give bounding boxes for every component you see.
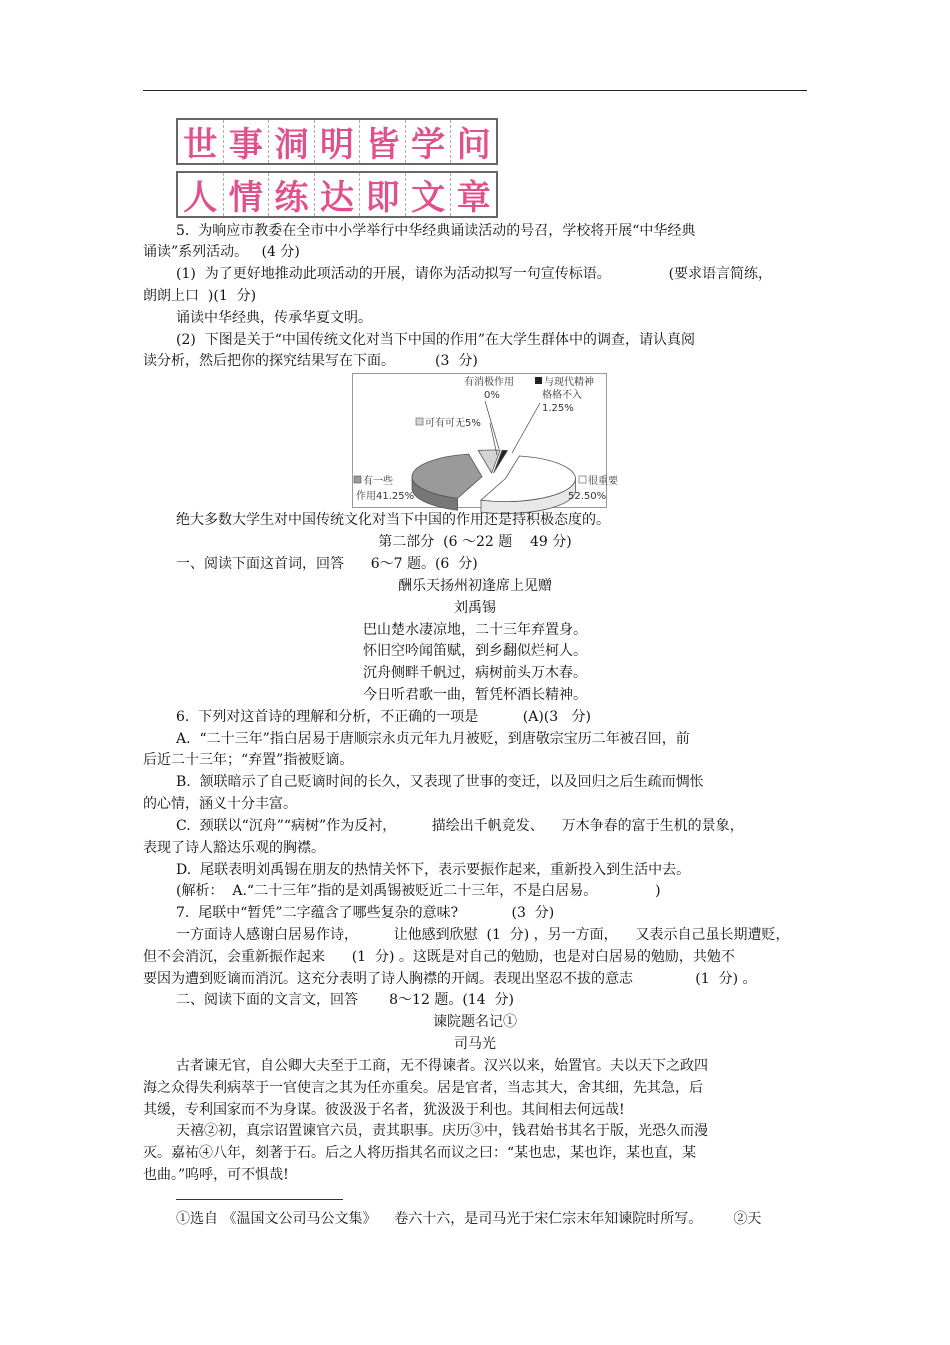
legend-swatch-dispensable bbox=[416, 418, 423, 425]
essay-paragraph-cont: 也曲。”呜呼，可不惧哉! bbox=[143, 1167, 289, 1183]
essay-paragraph-cont: 其缓，专利国家而不为身谋。彼汲汲于名者，犹汲汲于利也。其间相去何远哉! bbox=[143, 1102, 625, 1118]
essay-author: 司马光 bbox=[454, 1036, 496, 1052]
calligraphy-row-1 bbox=[176, 118, 498, 165]
footnote: ①选自 《温国文公司马公文集》 卷六十六，是司马光于宋仁宗末年知谏院时所写。 ②天 bbox=[176, 1211, 762, 1227]
q6-analysis: (解析： A.“二十三年”指的是刘禹锡被贬近二十三年，不是白居易。 ) bbox=[176, 883, 661, 899]
label-conflict-pct: 1.25% bbox=[542, 403, 574, 414]
essay-paragraph-cont: 灭。嘉祐④八年，刻著于石。后之人将历指其名而议之曰：“某也忠，某也诈，某也直，某 bbox=[143, 1145, 697, 1161]
callig-char: 世 bbox=[178, 120, 224, 163]
poem-author: 刘禹锡 bbox=[454, 600, 496, 616]
legend-swatch-conflict bbox=[535, 377, 542, 384]
callig-char: 事 bbox=[224, 120, 270, 163]
q7-answer-cont: 要因为遭到贬谪而消沉。这充分表明了诗人胸襟的开阔。表现出坚忍不拔的意志 (1 分) 。 bbox=[143, 971, 757, 987]
essay-title: 谏院题名记① bbox=[433, 1014, 517, 1030]
callig-char: 章 bbox=[456, 178, 491, 218]
q6-option-b-cont: 的心情，涵义十分丰富。 bbox=[143, 796, 297, 812]
q6-option-b: B. 颔联暗示了自己贬谪时间的长久，又表现了世事的变迁，以及回归之后生疏而惆怅 bbox=[176, 774, 704, 790]
label-negative: 有消极作用 bbox=[464, 377, 514, 388]
calligraphy-row-2 bbox=[176, 171, 498, 218]
callig-char: 情 bbox=[224, 173, 270, 216]
section1-heading: 一、阅读下面这首词，回答 6～7 题。(6 分) bbox=[176, 556, 478, 572]
q6-stem: 6. 下列对这首诗的理解和分析，不正确的一项是 (A)(3 分) bbox=[176, 709, 591, 725]
label-very-pct: 52.50% bbox=[568, 491, 607, 502]
q7-answer: 一方面诗人感谢白居易作诗， 让他感到欣慰 (1 分) ，另一方面， 又表示自己虽长期遭贬， bbox=[176, 927, 790, 943]
essay-paragraph: 天禧②初，真宗诏置谏官六员，责其职事。庆历③中，钱君始书其名于版，光恐久而漫 bbox=[176, 1123, 708, 1139]
q6-option-c: C. 颈联以“沉舟”“病树”作为反衬， 描绘出千帆竞发、 万木争春的富于生机的景象， bbox=[176, 818, 744, 834]
label-negative-pct: 0% bbox=[484, 390, 500, 401]
label-dispensable: 可有可无5% bbox=[425, 418, 481, 429]
callig-char: 明 bbox=[315, 120, 361, 163]
header-rule bbox=[143, 90, 807, 91]
section2-heading: 二、阅读下面的文言文，回答 8～12 题。(14 分) bbox=[176, 992, 514, 1008]
poem-title: 酬乐天扬州初逢席上见赠 bbox=[398, 578, 552, 594]
callig-char: 文 bbox=[406, 173, 452, 216]
legend-swatch-some bbox=[354, 476, 361, 483]
footnote-rule bbox=[176, 1199, 343, 1200]
q5-part2: (2) 下图是关于“中国传统文化对当下中国的作用”在大学生群体中的调查，请认真阅 bbox=[176, 332, 696, 348]
callig-char: 洞 bbox=[269, 120, 315, 163]
callig-char: 练 bbox=[269, 173, 315, 216]
q7-stem: 7. 尾联中“暂凭”二字蕴含了哪些复杂的意味? (3 分) bbox=[176, 905, 555, 921]
legend-swatch-very bbox=[579, 476, 586, 483]
essay-paragraph: 古者谏无官，自公卿大夫至于工商，无不得谏者。汉兴以来，始置官。夫以天下之政四 bbox=[176, 1058, 708, 1074]
q6-option-c-cont: 表现了诗人豁达乐观的胸襟。 bbox=[143, 840, 325, 856]
callig-char: 达 bbox=[315, 173, 361, 216]
poem-line: 沉舟侧畔千帆过，病树前头万木春。 bbox=[363, 665, 587, 681]
q5-part1: (1) 为了更好地推动此项活动的开展，请你为活动拟写一句宣传标语。 (要求语言简练， bbox=[176, 266, 773, 282]
q5-stem: 5. 为响应市教委在全市中小学举行中华经典诵读活动的号召，学校将开展“中华经典 bbox=[176, 223, 696, 239]
poem-line: 今日听君歌一曲，暂凭杯酒长精神。 bbox=[363, 687, 587, 703]
label-conflict-b: 格格不入 bbox=[542, 390, 582, 401]
q6-option-a-cont: 后近二十三年；“弃置”指被贬谪。 bbox=[143, 752, 354, 768]
q7-answer-cont: 但不会消沉，会重新振作起来 (1 分) 。这既是对自己的勉励，也是对白居易的勉励，共勉不 bbox=[143, 949, 735, 965]
label-very: 很重要 bbox=[588, 476, 618, 487]
q5-stem-cont: 诵读”系列活动。 (4 分) bbox=[143, 244, 300, 260]
callig-char: 即 bbox=[360, 173, 406, 216]
callig-char: 皆 bbox=[360, 120, 406, 163]
label-some-a: 有一些 bbox=[363, 476, 393, 487]
callig-char: 学 bbox=[406, 120, 452, 163]
label-conflict-a: 与现代精神 bbox=[544, 377, 594, 388]
q5-part2-cont: 读分析，然后把你的探究结果写在下面。 (3 分) bbox=[143, 353, 478, 369]
survey-pie-chart bbox=[352, 373, 618, 508]
label-some-b: 作用41.25% bbox=[356, 491, 415, 502]
q5-answer2: 绝大多数大学生对中国传统文化对当下中国的作用还是持积极态度的。 bbox=[176, 512, 610, 528]
poem-line: 巴山楚水凄凉地，二十三年弃置身。 bbox=[363, 622, 587, 638]
essay-paragraph-cont: 海之众得失利病萃于一官使言之其为任亦重矣。居是官者，当志其大，舍其细，先其急，后 bbox=[143, 1080, 703, 1096]
callig-char: 问 bbox=[456, 125, 491, 165]
poem-line: 怀旧空吟闻笛赋，到乡翻似烂柯人。 bbox=[363, 643, 587, 659]
q5-answer1: 诵读中华经典，传承华夏文明。 bbox=[176, 310, 372, 326]
q6-option-d: D. 尾联表明刘禹锡在朋友的热情关怀下，表示要振作起来，重新投入到生活中去。 bbox=[176, 862, 691, 878]
q6-option-a: A. “二十三年”指白居易于唐顺宗永贞元年九月被贬，到唐敬宗宝历二年被召回，前 bbox=[176, 731, 690, 747]
callig-char: 人 bbox=[178, 173, 224, 216]
part2-heading: 第二部分 (6 ～22 题 49 分) bbox=[378, 534, 572, 550]
q5-part1-cont: 朗朗上口 )(1 分) bbox=[143, 288, 257, 304]
